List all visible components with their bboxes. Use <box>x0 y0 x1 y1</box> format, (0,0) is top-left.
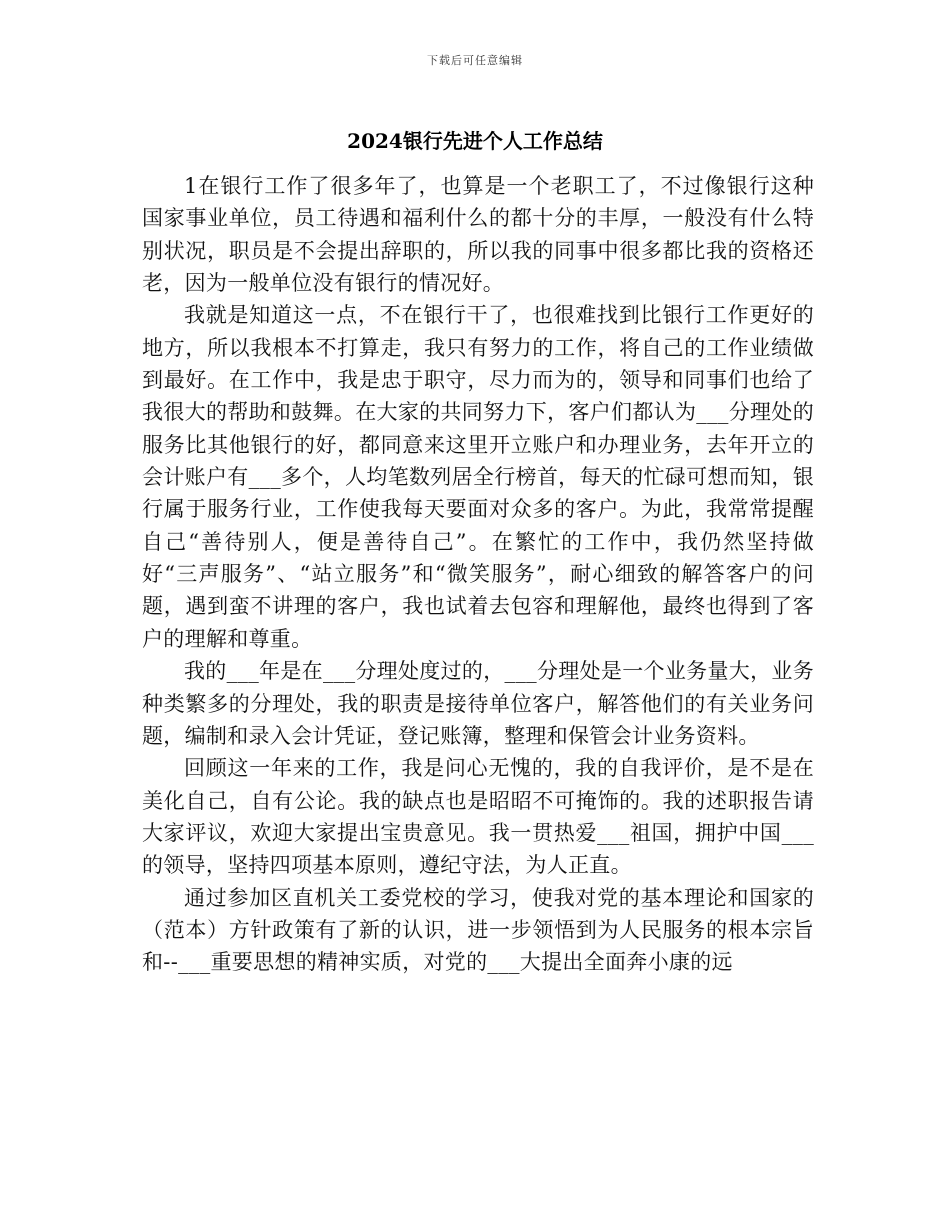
document-body <box>142 170 814 979</box>
paragraph-3: 我的___年是在___分理处度过的，___分理处是一个业务量大，业务种类繁多的分理处，我的职责是接待单位客户，解答他们的有关业务问题，编制和录入会计凭证，登记账簿，整理和保管会计业务资料。 <box>142 659 814 748</box>
page-header-note: 下载后可任意编辑 <box>427 54 523 67</box>
paragraph-1: 1在银行工作了很多年了，也算是一个老职工了，不过像银行这种国家事业单位，员工待遇和福利什么的都十分的丰厚，一般没有什么特别状况，职员是不会提出辞职的，所以我的同事中很多都比我的资格还老，因为一般单位没有银行的情况好。 <box>142 174 814 296</box>
paragraph-5: 通过参加区直机关工委党校的学习，使我对党的基本理论和国家的（范本）方针政策有了新的认识，进一步领悟到为人民服务的根本宗旨和--___重要思想的精神实质，对党的___大提出全面奔小康的远 <box>142 885 814 975</box>
paragraph-4: 回顾这一年来的工作，我是问心无愧的，我的自我评价，是不是在美化自己，自有公论。我的缺点也是昭昭不可掩饰的。我的述职报告请大家评议，欢迎大家提出宝贵意见。我一贯热爱___祖国，拥护中国___的领导，坚持四项基本原则，遵纪守法，为人正直。 <box>142 756 814 878</box>
document-title: 2024银行先进个人工作总结 <box>347 129 603 153</box>
paragraph-2: 我就是知道这一点，不在银行干了，也很难找到比银行工作更好的地方，所以我根本不打算走，我只有努力的工作，将自己的工作业绩做到最好。在工作中，我是忠于职守，尽力而为的，领导和同事们也给了我很大的帮助和鼓舞。在大家的共同努力下，客户们都认为___分理处的服务比其他银行的好，都同意来这里开立账户和办理业务，去年开立的会计账户有___多个，人均笔数列居全行榜首，每天的忙碌可想而知，银行属于服务行业，工作使我每天要面对众多的客户。为此，我常常提醒自己“善待别人，便是善待自己”。在繁忙的工作中，我仍然坚持做好“三声服务”、“站立服务”和“微笑服务”，耐心细致的解答客户的问题，遇到蛮不讲理的客户，我也试着去包容和理解他，最终也得到了客户的理解和尊重。 <box>142 303 814 651</box>
